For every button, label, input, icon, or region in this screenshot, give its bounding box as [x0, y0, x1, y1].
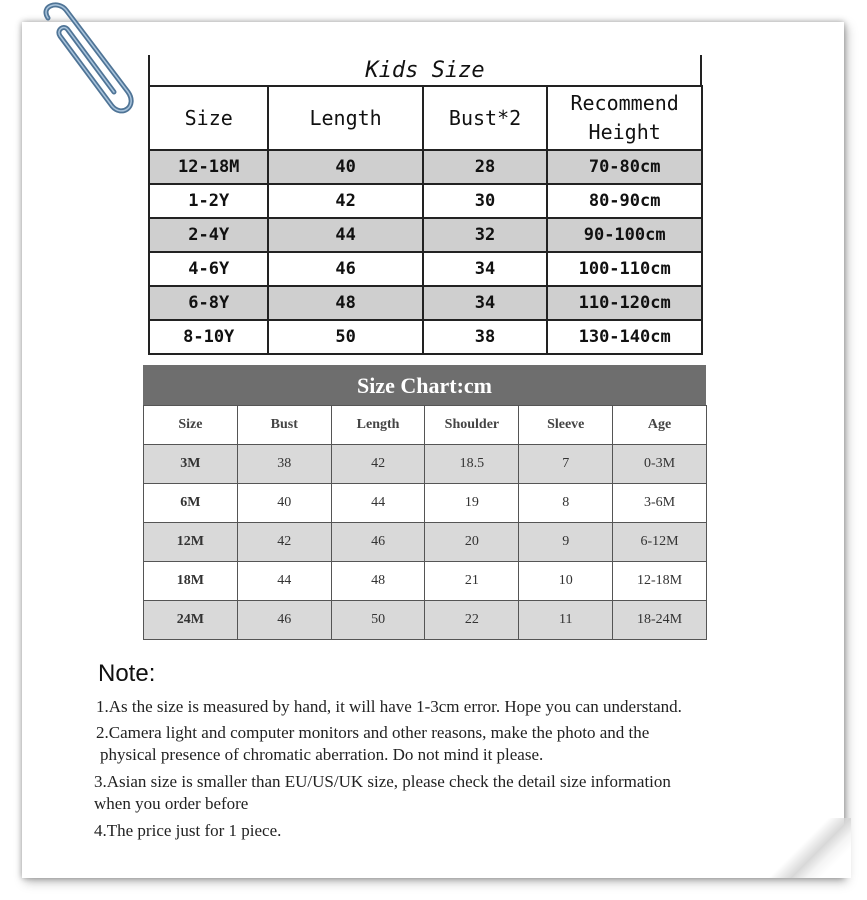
kids-cell: 100-110cm: [547, 252, 702, 286]
chart-cell: 48: [331, 562, 425, 601]
chart-cell: 19: [425, 484, 519, 523]
kids-cell: 40: [268, 150, 422, 184]
table-row: [149, 150, 702, 184]
chart-cell: 11: [519, 601, 613, 640]
table-row: [144, 601, 707, 640]
chart-cell: 24M: [144, 601, 238, 640]
kids-header-size: Size: [149, 86, 268, 150]
table-row: [149, 252, 702, 286]
chart-cell: 21: [425, 562, 519, 601]
chart-cell: 12-18M: [613, 562, 707, 601]
kids-cell: 110-120cm: [547, 286, 702, 320]
kids-cell: 46: [268, 252, 422, 286]
chart-cell: 44: [237, 562, 331, 601]
kids-header-bust: Bust*2: [423, 86, 548, 150]
table-row: [149, 184, 702, 218]
chart-cell: 3M: [144, 445, 238, 484]
kids-cell: 34: [423, 286, 548, 320]
kids-header-height: Height: [588, 120, 661, 144]
kids-cell: 30: [423, 184, 548, 218]
kids-cell: 32: [423, 218, 548, 252]
kids-cell: 38: [423, 320, 548, 354]
note-line: 2.Camera light and computer monitors and other reasons, make the photo and the: [96, 723, 650, 742]
chart-cell: 3-6M: [613, 484, 707, 523]
note-line: 3.Asian size is smaller than EU/US/UK size, please check the detail size information: [94, 772, 671, 791]
chart-header-bust: Bust: [237, 406, 331, 445]
kids-cell: 50: [268, 320, 422, 354]
chart-header-length: Length: [331, 406, 425, 445]
kids-cell: 34: [423, 252, 548, 286]
kids-header-row: [149, 86, 702, 150]
chart-cell: 38: [237, 445, 331, 484]
chart-header-shoulder: Shoulder: [425, 406, 519, 445]
kids-size-title: Kids Size: [148, 55, 702, 85]
table-row: [149, 320, 702, 354]
kids-cell: 130-140cm: [547, 320, 702, 354]
kids-cell: 70-80cm: [547, 150, 702, 184]
chart-cell: 42: [331, 445, 425, 484]
page-curl: [761, 818, 851, 878]
chart-cell: 44: [331, 484, 425, 523]
chart-header-row: [144, 406, 707, 445]
table-row: [144, 484, 707, 523]
kids-header-length: Length: [268, 86, 422, 150]
chart-cell: 9: [519, 523, 613, 562]
chart-cell: 46: [331, 523, 425, 562]
kids-size-table: [148, 85, 703, 355]
size-chart-title: Size Chart:cm: [143, 365, 706, 405]
paperclip-icon: [30, 0, 140, 130]
chart-cell: 12M: [144, 523, 238, 562]
kids-cell: 2-4Y: [149, 218, 268, 252]
kids-cell: 42: [268, 184, 422, 218]
kids-cell: 12-18M: [149, 150, 268, 184]
chart-cell: 7: [519, 445, 613, 484]
table-row: [144, 445, 707, 484]
table-row: [144, 562, 707, 601]
chart-cell: 18-24M: [613, 601, 707, 640]
chart-cell: 18.5: [425, 445, 519, 484]
chart-cell: 20: [425, 523, 519, 562]
chart-cell: 42: [237, 523, 331, 562]
kids-header-recommend-height: [547, 86, 702, 150]
kids-cell: 28: [423, 150, 548, 184]
chart-cell: 22: [425, 601, 519, 640]
chart-header-sleeve: Sleeve: [519, 406, 613, 445]
note-title: Note:: [98, 660, 156, 687]
table-row: [144, 523, 707, 562]
kids-cell: 44: [268, 218, 422, 252]
kids-cell: 80-90cm: [547, 184, 702, 218]
chart-cell: 0-3M: [613, 445, 707, 484]
note-line: 1.As the size is measured by hand, it will have 1-3cm error. Hope you can understand.: [96, 697, 682, 716]
chart-cell: 10: [519, 562, 613, 601]
kids-header-recommend: Recommend: [570, 91, 679, 115]
chart-header-age: Age: [613, 406, 707, 445]
kids-cell: 1-2Y: [149, 184, 268, 218]
chart-cell: 46: [237, 601, 331, 640]
chart-cell: 18M: [144, 562, 238, 601]
kids-cell: 8-10Y: [149, 320, 268, 354]
kids-cell: 4-6Y: [149, 252, 268, 286]
chart-cell: 6M: [144, 484, 238, 523]
table-row: [149, 286, 702, 320]
note-line: physical presence of chromatic aberration. Do not mind it please.: [100, 745, 544, 764]
chart-header-size: Size: [144, 406, 238, 445]
chart-cell: 40: [237, 484, 331, 523]
kids-cell: 6-8Y: [149, 286, 268, 320]
kids-cell: 48: [268, 286, 422, 320]
chart-cell: 8: [519, 484, 613, 523]
chart-cell: 6-12M: [613, 523, 707, 562]
note-line: when you order before: [94, 794, 249, 813]
chart-cell: 50: [331, 601, 425, 640]
note-line: 4.The price just for 1 piece.: [94, 821, 282, 840]
table-row: [149, 218, 702, 252]
size-chart-table: [143, 405, 707, 640]
kids-cell: 90-100cm: [547, 218, 702, 252]
